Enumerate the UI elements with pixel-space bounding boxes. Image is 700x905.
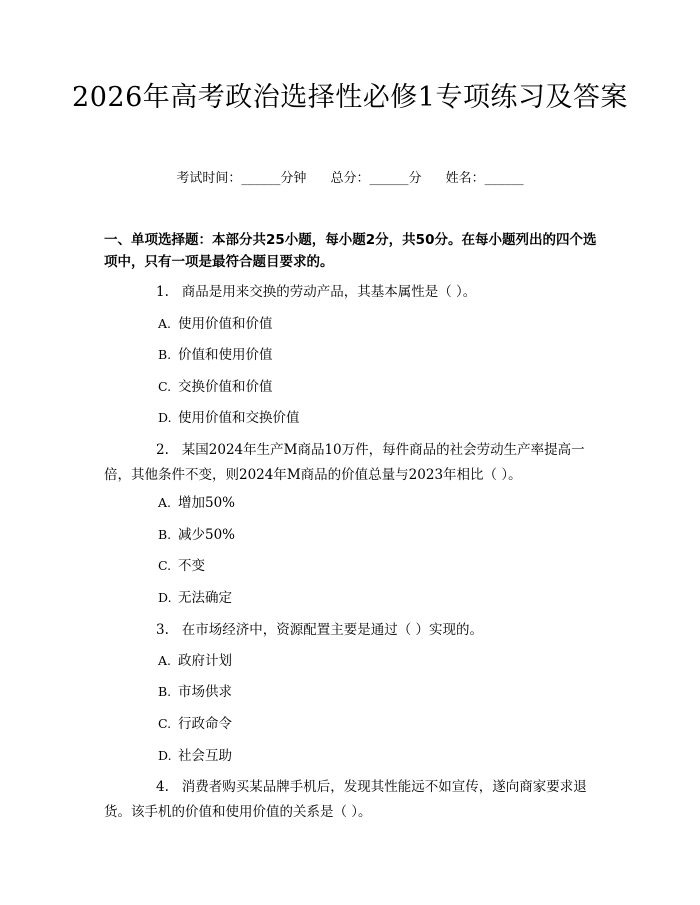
question-1-option-c — [158, 376, 273, 398]
option-text: 市场供求 — [178, 684, 232, 700]
option-text: 社会互助 — [178, 748, 232, 764]
option-text: 政府计划 — [178, 653, 232, 669]
question-text: 商品是用来交换的劳动产品，其基本属性是（ ）。 — [181, 284, 477, 300]
option-letter: C. — [158, 379, 172, 394]
option-letter: A. — [158, 653, 172, 668]
question-2-option-c — [158, 555, 205, 577]
question-number: 2. — [156, 442, 169, 458]
question-3-option-c — [158, 713, 232, 735]
option-letter: B. — [158, 684, 172, 699]
question-3-stem — [104, 618, 602, 643]
option-text: 无法确定 — [178, 590, 232, 606]
question-4-stem — [104, 775, 602, 825]
question-3-option-b — [158, 681, 232, 703]
question-3-option-a — [158, 650, 232, 672]
question-text: 消费者购买某品牌手机后，发现其性能远不如宣传，遂向商家要求退货。该手机的价值和使用价值的关系是（ ）。 — [104, 779, 587, 820]
exam-info-line — [0, 167, 700, 186]
question-number: 4. — [156, 779, 169, 795]
question-1-stem — [104, 280, 602, 305]
section-heading: 一、单项选择题：本部分共25小题，每小题2分，共50分。在每小题列出的四个选项中，只有一项是最符合题目要求的。 — [104, 232, 597, 270]
question-2-stem — [104, 438, 602, 488]
question-3-option-d — [158, 745, 232, 767]
option-text: 交换价值和价值 — [178, 379, 273, 395]
option-letter: D. — [158, 410, 172, 425]
document-title: 2026年高考政治选择性必修1专项练习及答案 — [72, 82, 628, 113]
option-text: 不变 — [178, 558, 205, 574]
student-name-field: 姓名：______ — [445, 171, 524, 186]
question-2-option-b — [158, 524, 235, 546]
question-text: 在市场经济中，资源配置主要是通过（ ）实现的。 — [181, 622, 484, 638]
option-letter: D. — [158, 748, 172, 763]
option-text: 减少50% — [178, 527, 236, 543]
question-2-option-a — [158, 492, 235, 514]
option-text: 行政命令 — [178, 716, 232, 732]
question-1-option-b — [158, 344, 273, 366]
exam-time-field: 考试时间：______分钟 — [176, 171, 307, 186]
option-letter: B. — [158, 347, 172, 362]
option-letter: B. — [158, 527, 172, 542]
option-text: 使用价值和价值 — [178, 316, 273, 332]
option-letter: A. — [158, 495, 172, 510]
question-text: 某国2024年生产M商品10万件，每件商品的社会劳动生产率提高一倍，其他条件不变，则2024年M商品的价值总量与2023年相比（ ）。 — [104, 442, 585, 483]
total-score-field: 总分：______分 — [330, 171, 422, 186]
question-1-option-d — [158, 407, 300, 429]
option-letter: C. — [158, 716, 172, 731]
question-2-option-d — [158, 587, 232, 609]
option-letter: A. — [158, 316, 172, 331]
question-number: 3. — [156, 622, 169, 638]
option-letter: C. — [158, 558, 172, 573]
option-text: 使用价值和交换价值 — [178, 410, 300, 426]
question-number: 1. — [156, 284, 169, 300]
option-text: 价值和使用价值 — [178, 347, 273, 363]
option-text: 增加50% — [178, 495, 236, 511]
question-1-option-a — [158, 313, 273, 335]
option-letter: D. — [158, 590, 172, 605]
